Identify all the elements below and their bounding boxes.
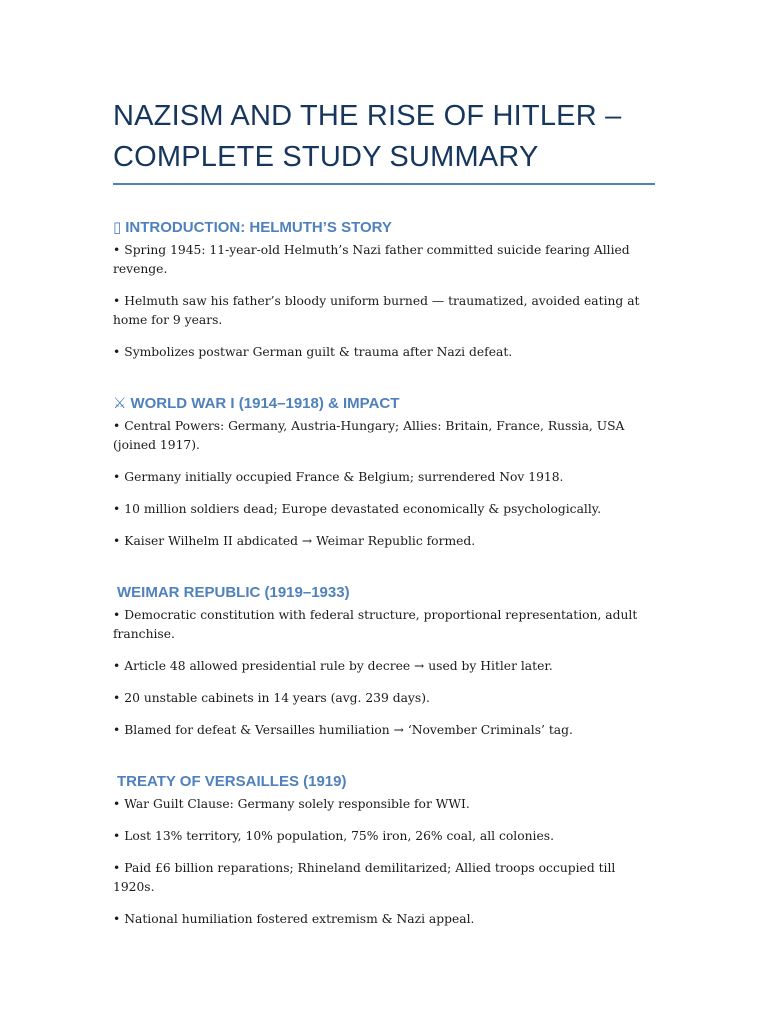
list-item: [113, 241, 658, 279]
bullet-mark: •: [113, 797, 121, 811]
list-item: [113, 721, 658, 740]
bullet-mark: •: [113, 534, 121, 548]
section-heading: [113, 394, 658, 414]
section-world-war-1: [113, 394, 658, 551]
document-title-line-2: COMPLETE STUDY SUMMARY: [113, 141, 539, 173]
list-item: [113, 343, 658, 362]
list-item: [113, 606, 658, 644]
bullet-text: Blamed for defeat & Versailles humiliation → ‘November Criminals’ tag.: [124, 723, 573, 737]
list-item: [113, 292, 658, 330]
section-heading: [113, 218, 658, 238]
bullet-text: War Guilt Clause: Germany solely responsible for WWI.: [124, 797, 470, 811]
bullet-mark: •: [113, 294, 121, 308]
bullet-text: Article 48 allowed presidential rule by decree → used by Hitler later.: [124, 659, 553, 673]
section-heading: [113, 583, 658, 603]
bullet-mark: •: [113, 345, 121, 359]
section-heading-text: TREATY OF VERSAILLES (1919): [117, 773, 347, 790]
document-title-line-1: NAZISM AND THE RISE OF HITLER –: [113, 100, 622, 132]
document-title: [113, 96, 658, 178]
missing-glyph-icon: ▯: [113, 219, 122, 236]
bullet-text: Helmuth saw his father’s bloody uniform burned — traumatized, avoided eating at home for 9 years.: [113, 294, 640, 327]
bullet-text: Lost 13% territory, 10% population, 75% iron, 26% coal, all colonies.: [124, 829, 554, 843]
section-weimar-republic: [113, 583, 658, 740]
list-item: [113, 859, 658, 897]
section-heading-text: WORLD WAR I (1914–1918) & IMPACT: [130, 395, 400, 412]
bullet-text: Democratic constitution with federal structure, proportional representation, adult franchise.: [113, 608, 638, 641]
bullet-mark: •: [113, 723, 121, 737]
bullet-list: [113, 417, 658, 551]
list-item: [113, 500, 658, 519]
bullet-list: [113, 795, 658, 929]
bullet-mark: •: [113, 912, 121, 926]
section-treaty-of-versailles: [113, 772, 658, 929]
section-heading-text: INTRODUCTION: HELMUTH’S STORY: [125, 219, 392, 236]
bullet-mark: •: [113, 659, 121, 673]
crossed-swords-icon: ⚔: [113, 395, 127, 412]
list-item: [113, 827, 658, 846]
bullet-text: Symbolizes postwar German guilt & trauma after Nazi defeat.: [124, 345, 513, 359]
bullet-mark: •: [113, 691, 121, 705]
bullet-mark: •: [113, 608, 121, 622]
list-item: [113, 417, 658, 455]
bullet-text: Paid £6 billion reparations; Rhineland demilitarized; Allied troops occupied till 1920s.: [113, 861, 616, 894]
section-introduction: [113, 218, 658, 362]
bullet-text: 20 unstable cabinets in 14 years (avg. 239 days).: [124, 691, 430, 705]
section-heading: [113, 772, 658, 792]
bullet-mark: •: [113, 829, 121, 843]
list-item: [113, 657, 658, 676]
bullet-mark: •: [113, 243, 121, 257]
list-item: [113, 910, 658, 929]
bullet-text: National humiliation fostered extremism & Nazi appeal.: [124, 912, 475, 926]
document-body: [113, 96, 658, 929]
bullet-mark: •: [113, 502, 121, 516]
bullet-text: Kaiser Wilhelm II abdicated → Weimar Republic formed.: [124, 534, 476, 548]
bullet-mark: •: [113, 470, 121, 484]
list-item: [113, 689, 658, 708]
bullet-mark: •: [113, 861, 121, 875]
bullet-text: Central Powers: Germany, Austria-Hungary; Allies: Britain, France, Russia, USA (joined 1917).: [113, 419, 625, 452]
title-underline: [113, 183, 655, 185]
bullet-mark: •: [113, 419, 121, 433]
bullet-text: 10 million soldiers dead; Europe devastated economically & psychologically.: [124, 502, 601, 516]
bullet-list: [113, 241, 658, 362]
bullet-list: [113, 606, 658, 740]
section-heading-text: WEIMAR REPUBLIC (1919–1933): [117, 584, 350, 601]
list-item: [113, 468, 658, 487]
bullet-text: Spring 1945: 11-year-old Helmuth’s Nazi father committed suicide fearing Allied revenge.: [113, 243, 630, 276]
list-item: [113, 532, 658, 551]
list-item: [113, 795, 658, 814]
bullet-text: Germany initially occupied France & Belgium; surrendered Nov 1918.: [124, 470, 564, 484]
